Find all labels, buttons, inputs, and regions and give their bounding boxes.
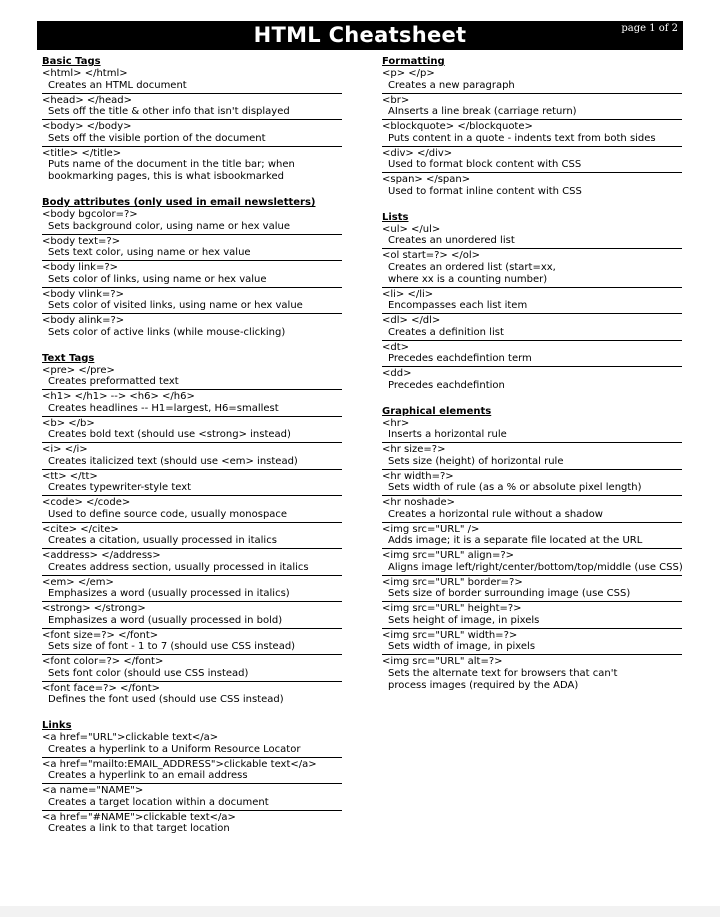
tag-description bbox=[382, 562, 682, 576]
tag-description bbox=[382, 509, 682, 523]
tag-description bbox=[42, 80, 342, 94]
description-line: Sets off the visible portion of the document bbox=[48, 132, 266, 144]
tag-syntax: <img src="URL" align=?> bbox=[382, 550, 515, 561]
tag-description bbox=[382, 482, 682, 496]
description-line: Creates a link to that target location bbox=[48, 823, 230, 834]
tag-description bbox=[42, 562, 342, 576]
tag-entry bbox=[382, 68, 682, 94]
page-title: HTML Cheatsheet bbox=[253, 23, 467, 47]
description-line: Creates headlines -- H1=largest, H6=smallest bbox=[48, 402, 279, 414]
tag-description bbox=[42, 535, 342, 549]
tag-syntax: <body link=?> bbox=[42, 262, 119, 273]
tag-entry bbox=[42, 497, 342, 523]
tag-syntax: <a href="URL">clickable text</a> bbox=[42, 732, 219, 743]
tag-entry bbox=[382, 497, 682, 523]
description-line: Creates a hyperlink to a Uniform Resource Locator bbox=[48, 743, 301, 755]
tag-description bbox=[42, 376, 342, 390]
tag-entry bbox=[42, 148, 342, 185]
description-line: Adds image; it is a separate file located at the URL bbox=[388, 535, 643, 546]
tag-entry bbox=[42, 577, 342, 603]
tag-description bbox=[382, 133, 682, 147]
tag-description bbox=[382, 300, 682, 314]
tag-syntax: <hr size=?> bbox=[382, 444, 446, 455]
description-line: Encompasses each list item bbox=[388, 300, 528, 311]
tag-syntax: <ol start=?> </ol> bbox=[382, 250, 481, 261]
tag-entry bbox=[42, 262, 342, 288]
tag-syntax: <span> </span> bbox=[382, 174, 471, 185]
tag-entry bbox=[42, 759, 342, 785]
tag-entry bbox=[382, 577, 682, 603]
tag-description bbox=[382, 380, 682, 393]
tag-description bbox=[382, 353, 682, 367]
description-line: Sets size of border surrounding image (use CSS) bbox=[388, 588, 631, 599]
tag-syntax: <img src="URL" width=?> bbox=[382, 629, 518, 641]
tag-description bbox=[42, 133, 342, 147]
tag-description bbox=[382, 262, 682, 288]
tag-entry bbox=[42, 68, 342, 94]
description-line: Creates preformatted text bbox=[48, 376, 179, 387]
tag-syntax: <img src="URL" alt=?> bbox=[382, 656, 503, 667]
tag-description bbox=[42, 403, 342, 417]
tag-description bbox=[42, 106, 342, 120]
tag-syntax: <a href="#NAME">clickable text</a> bbox=[42, 811, 236, 823]
description-line: Emphasizes a word (usually processed in italics) bbox=[48, 588, 290, 599]
page-number: page 1 of 2 bbox=[621, 23, 678, 34]
description-line: Creates bold text (should use <strong> instead) bbox=[48, 429, 291, 440]
description-line: Defines the font used (should use CSS instead) bbox=[48, 694, 284, 705]
tag-description bbox=[382, 456, 682, 470]
tag-description bbox=[42, 641, 342, 655]
tag-entry bbox=[382, 656, 682, 693]
tag-description bbox=[382, 668, 682, 693]
left-column bbox=[42, 56, 342, 849]
tag-entry bbox=[382, 315, 682, 341]
description-line: Creates a new paragraph bbox=[388, 79, 515, 91]
tag-entry bbox=[42, 289, 342, 315]
description-line: Creates a definition list bbox=[388, 326, 504, 338]
tag-entry bbox=[382, 444, 682, 470]
section-heading: Formatting bbox=[382, 56, 445, 67]
description-line: Puts content in a quote - indents text from both sides bbox=[388, 132, 656, 144]
tag-description bbox=[382, 588, 682, 602]
tag-entry bbox=[42, 550, 342, 576]
section-text-tags bbox=[42, 353, 342, 708]
tag-syntax: <tt> </tt> bbox=[42, 470, 98, 482]
tag-description bbox=[382, 327, 682, 341]
description-line: Aligns image left/right/center/bottom/top/middle (use CSS) bbox=[388, 561, 683, 573]
tag-entry bbox=[382, 603, 682, 629]
tag-description bbox=[42, 274, 342, 288]
description-line: Used to define source code, usually monospace bbox=[48, 508, 288, 520]
tag-syntax: <li> </li> bbox=[382, 288, 434, 300]
tag-syntax: <h1> </h1> --> <h6> </h6> bbox=[42, 391, 195, 402]
tag-syntax: <body text=?> bbox=[42, 235, 121, 247]
description-line: Creates an HTML document bbox=[48, 79, 187, 91]
description-line: Creates a horizontal rule without a shadow bbox=[388, 508, 603, 520]
tag-entry bbox=[382, 250, 682, 288]
description-line: Creates a hyperlink to an email address bbox=[48, 770, 248, 781]
tag-description bbox=[382, 615, 682, 629]
tag-description bbox=[382, 641, 682, 655]
tag-entry bbox=[42, 524, 342, 550]
tag-entry bbox=[382, 550, 682, 576]
tag-entry bbox=[42, 812, 342, 837]
tag-syntax: <code> </code> bbox=[42, 497, 131, 508]
section-heading: Body attributes (only used in email newsletters) bbox=[42, 197, 316, 208]
tag-description bbox=[42, 456, 342, 470]
tag-syntax: <img src="URL" border=?> bbox=[382, 576, 523, 588]
tag-entry bbox=[382, 630, 682, 656]
tag-description bbox=[42, 694, 342, 707]
description-line: Sets off the title & other info that isn't displayed bbox=[48, 106, 290, 117]
tag-entry bbox=[382, 368, 682, 393]
description-line: Puts name of the document in the title bar; when bbox=[48, 159, 295, 170]
tag-syntax: <img src="URL" /> bbox=[382, 523, 480, 535]
tag-description bbox=[42, 159, 342, 184]
tag-syntax: <dl> </dl> bbox=[382, 315, 441, 326]
tag-entry bbox=[42, 418, 342, 444]
description-line: Sets font color (should use CSS instead) bbox=[48, 667, 249, 679]
tag-description bbox=[382, 535, 682, 549]
tag-description bbox=[382, 159, 682, 173]
description-line: Sets the alternate text for browsers that can't bbox=[388, 667, 618, 679]
section-lists bbox=[382, 212, 682, 393]
section-heading: Graphical elements bbox=[382, 405, 492, 417]
section-links bbox=[42, 720, 342, 836]
description-line: Sets color of links, using name or hex value bbox=[48, 273, 267, 285]
tag-syntax: <address> </address> bbox=[42, 550, 161, 561]
tag-description bbox=[42, 588, 342, 602]
tag-entry bbox=[42, 603, 342, 629]
tag-entry bbox=[42, 785, 342, 811]
description-line: Used to format inline content with CSS bbox=[388, 185, 582, 197]
tag-syntax: <body> </body> bbox=[42, 121, 132, 132]
tag-description bbox=[382, 80, 682, 94]
description-line: bookmarking pages, this is what isbookmarked bbox=[48, 171, 284, 182]
description-line: Creates typewriter-style text bbox=[48, 482, 192, 493]
tag-syntax: <hr> bbox=[382, 417, 410, 429]
description-line: Creates a target location within a document bbox=[48, 796, 269, 808]
tag-syntax: <head> </head> bbox=[42, 94, 132, 106]
description-line: Creates a citation, usually processed in italics bbox=[48, 535, 277, 546]
tag-description bbox=[382, 186, 682, 199]
tag-description bbox=[382, 429, 682, 443]
tag-syntax: <font face=?> </font> bbox=[42, 682, 161, 694]
tag-description bbox=[382, 235, 682, 249]
tag-entry bbox=[382, 342, 682, 368]
tag-syntax: <dd> bbox=[382, 368, 412, 379]
tag-syntax: <font color=?> </font> bbox=[42, 656, 164, 667]
tag-syntax: <img src="URL" height=?> bbox=[382, 603, 522, 614]
tag-syntax: <dt> bbox=[382, 341, 410, 353]
tag-syntax: <br> bbox=[382, 94, 410, 106]
tag-entry bbox=[42, 95, 342, 121]
section-formatting bbox=[382, 56, 682, 199]
tag-description bbox=[382, 106, 682, 120]
tag-entry bbox=[42, 121, 342, 147]
description-line: process images (required by the ADA) bbox=[388, 679, 579, 691]
tag-syntax: <blockquote> </blockquote> bbox=[382, 121, 533, 132]
tag-entry bbox=[42, 444, 342, 470]
description-line: Sets width of rule (as a % or absolute pixel length) bbox=[388, 482, 642, 493]
tag-entry bbox=[382, 289, 682, 315]
description-line: Sets background color, using name or hex value bbox=[48, 220, 290, 232]
description-line: Sets text color, using name or hex value bbox=[48, 247, 251, 258]
description-line: AInserts a line break (carriage return) bbox=[388, 106, 577, 117]
tag-syntax: <b> </b> bbox=[42, 417, 95, 429]
description-line: Sets color of visited links, using name or hex value bbox=[48, 300, 303, 311]
description-line: Used to format block content with CSS bbox=[388, 159, 582, 170]
tag-syntax: <ul> </ul> bbox=[382, 223, 441, 235]
tag-syntax: <body vlink=?> bbox=[42, 288, 124, 300]
tag-description bbox=[42, 797, 342, 811]
tag-description bbox=[42, 509, 342, 523]
tag-description bbox=[42, 221, 342, 235]
description-line: Precedes eachdefintion bbox=[388, 379, 505, 391]
section-body-attributes bbox=[42, 197, 342, 340]
section-heading: Basic Tags bbox=[42, 56, 101, 67]
tag-syntax: <i> </i> bbox=[42, 444, 88, 455]
tag-entry bbox=[42, 732, 342, 758]
tag-entry bbox=[382, 121, 682, 147]
section-heading: Lists bbox=[382, 211, 409, 223]
description-line: where xx is a counting number) bbox=[388, 273, 548, 285]
description-line: Precedes eachdefintion term bbox=[388, 353, 532, 364]
tag-entry bbox=[42, 365, 342, 391]
tag-description bbox=[42, 744, 342, 758]
tag-entry bbox=[42, 471, 342, 497]
tag-syntax: <strong> </strong> bbox=[42, 603, 146, 614]
tag-entry bbox=[382, 418, 682, 444]
tag-syntax: <p> </p> bbox=[382, 68, 435, 79]
tag-description bbox=[42, 327, 342, 340]
tag-syntax: <body bgcolor=?> bbox=[42, 209, 138, 220]
description-line: Emphasizes a word (usually processed in bold) bbox=[48, 614, 283, 626]
tag-entry bbox=[382, 95, 682, 121]
tag-syntax: <pre> </pre> bbox=[42, 364, 115, 376]
tag-entry bbox=[382, 174, 682, 199]
tag-entry bbox=[42, 683, 342, 708]
tag-syntax: <cite> </cite> bbox=[42, 523, 119, 535]
tag-syntax: <div> </div> bbox=[382, 147, 453, 159]
tag-syntax: <hr width=?> bbox=[382, 470, 454, 482]
tag-syntax: <font size=?> </font> bbox=[42, 629, 159, 641]
description-line: Creates italicized text (should use <em> instead) bbox=[48, 455, 298, 467]
section-heading: Text Tags bbox=[42, 352, 95, 364]
page-bottom-edge bbox=[0, 906, 720, 917]
tag-entry bbox=[42, 209, 342, 235]
tag-syntax: <body alink=?> bbox=[42, 315, 125, 326]
tag-description bbox=[42, 429, 342, 443]
tag-entry bbox=[42, 656, 342, 682]
tag-syntax: <html> </html> bbox=[42, 68, 128, 79]
tag-entry bbox=[42, 315, 342, 340]
description-line: Creates an ordered list (start=xx, bbox=[388, 261, 556, 273]
tag-syntax: <a href="mailto:EMAIL_ADDRESS">clickable text</a> bbox=[42, 758, 317, 770]
section-basic-tags bbox=[42, 56, 342, 184]
tag-syntax: <a name="NAME"> bbox=[42, 785, 144, 796]
tag-description bbox=[42, 300, 342, 314]
description-line: Sets size of font - 1 to 7 (should use CSS instead) bbox=[48, 641, 296, 652]
description-line: Sets color of active links (while mouse-clicking) bbox=[48, 326, 286, 338]
tag-entry bbox=[42, 630, 342, 656]
description-line: Sets size (height) of horizontal rule bbox=[388, 455, 564, 467]
tag-entry bbox=[382, 224, 682, 250]
tag-description bbox=[42, 668, 342, 682]
tag-entry bbox=[382, 471, 682, 497]
right-column bbox=[382, 56, 682, 706]
tag-description bbox=[42, 823, 342, 836]
tag-description bbox=[42, 615, 342, 629]
tag-syntax: <em> </em> bbox=[42, 576, 114, 588]
tag-description bbox=[42, 770, 342, 784]
tag-entry bbox=[42, 236, 342, 262]
description-line: Creates an unordered list bbox=[388, 235, 515, 246]
tag-entry bbox=[382, 148, 682, 174]
tag-entry bbox=[42, 391, 342, 417]
title-banner bbox=[37, 21, 683, 50]
section-heading: Links bbox=[42, 720, 72, 731]
tag-entry bbox=[382, 524, 682, 550]
tag-description bbox=[42, 247, 342, 261]
description-line: Inserts a horizontal rule bbox=[388, 429, 507, 440]
description-line: Sets width of image, in pixels bbox=[388, 641, 536, 652]
description-line: Creates address section, usually processed in italics bbox=[48, 561, 309, 573]
description-line: Sets height of image, in pixels bbox=[388, 614, 540, 626]
tag-description bbox=[42, 482, 342, 496]
section-graphical-elements bbox=[382, 406, 682, 693]
tag-syntax: <hr noshade> bbox=[382, 497, 456, 508]
tag-syntax: <title> </title> bbox=[42, 147, 122, 159]
